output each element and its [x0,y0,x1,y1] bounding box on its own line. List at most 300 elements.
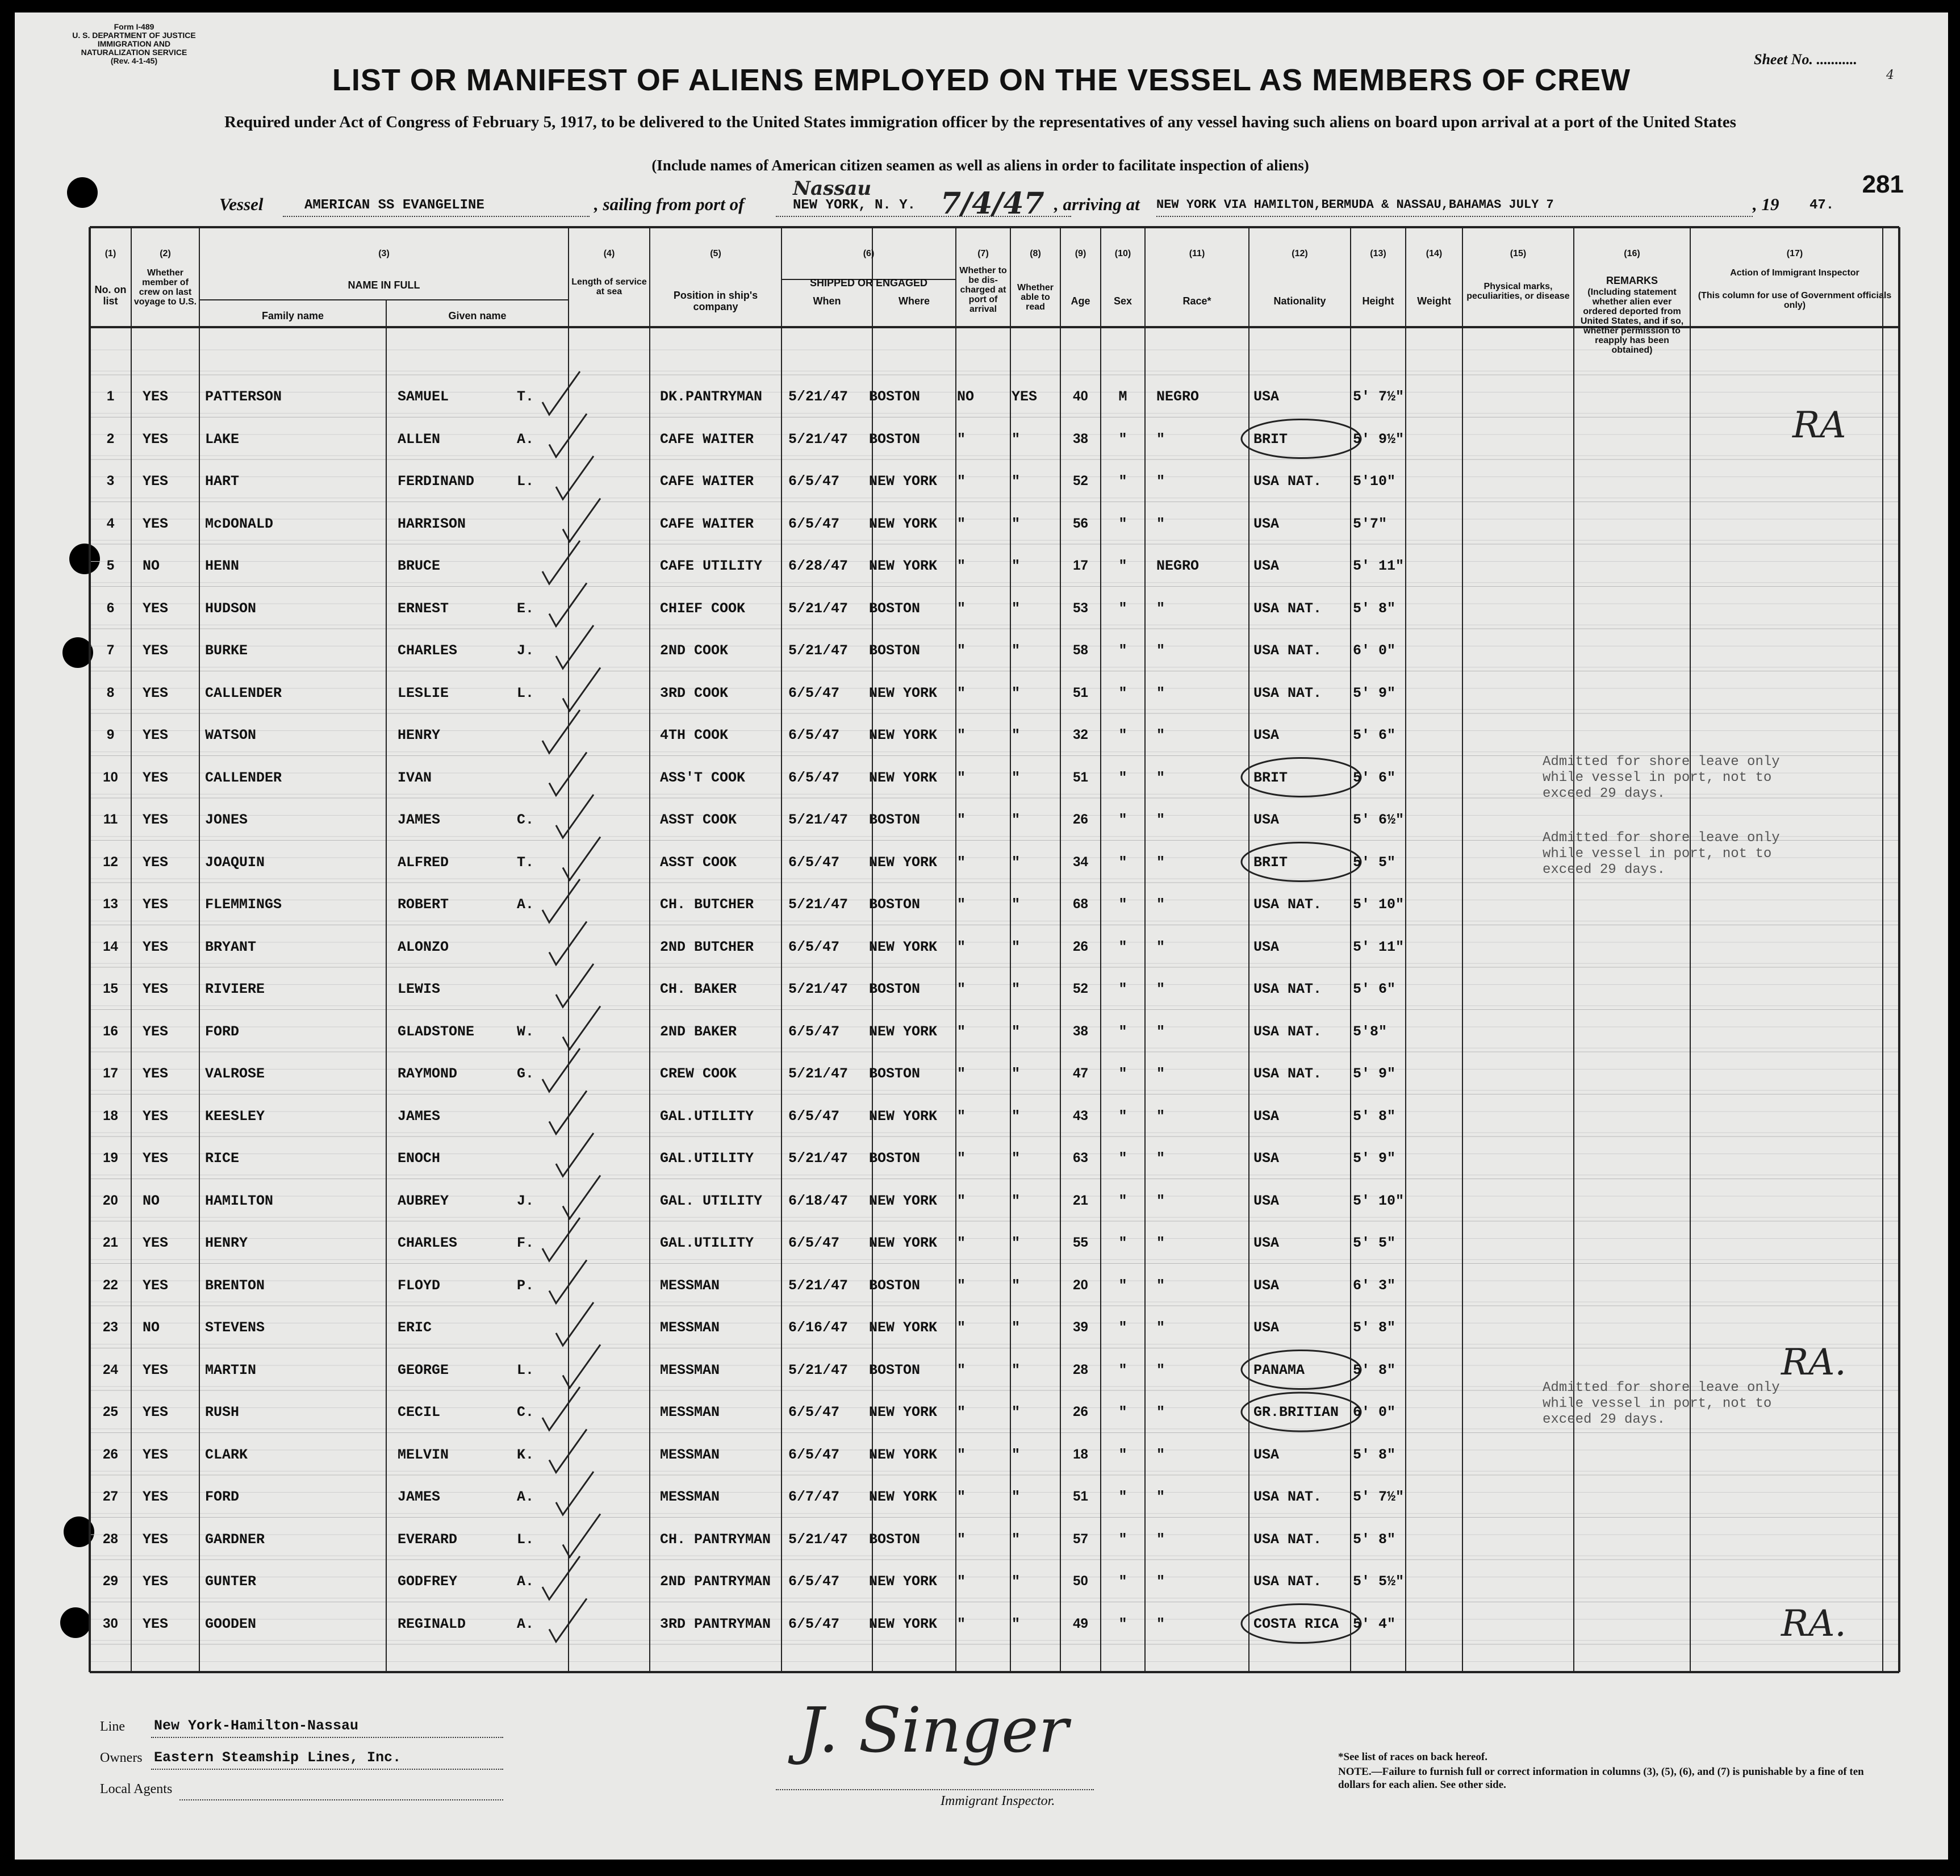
family-name: RIVIERE [205,981,265,997]
shipped-when: 6/7/47 [788,1489,840,1505]
nationality: USA NAT. [1253,896,1322,913]
row-number: 23 [103,1319,118,1335]
sex: " [1118,684,1127,701]
manifest-sheet [15,12,1948,1860]
previous-voyage: YES [143,515,169,532]
shipped-where: BOSTON [869,896,921,913]
requirement-text: Required under Act of Congress of February 5, 1917, to be delivered to the United States immigration officer by the representatives of any vessel having such aliens on board upon arrival at a port of the United States [224,113,1736,131]
height: 5' 9" [1353,1066,1396,1082]
previous-voyage: YES [143,1108,169,1125]
shipped-where: NEW YORK [869,854,938,871]
row-number: 15 [103,981,118,996]
previous-voyage: YES [143,473,169,490]
family-name: BURKE [205,642,248,659]
header-able-to-read: Whether able to read [1017,283,1054,312]
middle-initial: J. [517,642,534,659]
race: " [1156,642,1165,659]
shipped-when: 6/16/47 [788,1319,849,1336]
height: 5' 9" [1353,684,1396,701]
previous-voyage: YES [143,938,169,955]
sex: " [1118,1489,1127,1505]
header-name-in-full: NAME IN FULL [348,279,420,291]
family-name: LAKE [205,431,240,448]
shipped-where: NEW YORK [869,473,938,490]
column-number: (2) [160,249,171,258]
discharged: " [957,1150,966,1167]
race: NEGRO [1156,558,1200,574]
age: 38 [1073,431,1088,446]
discharged: " [957,1573,966,1590]
previous-voyage: YES [143,600,169,617]
discharged: " [957,1066,966,1082]
discharged: " [957,1023,966,1040]
discharged: " [957,769,966,786]
able-to-read: " [1012,1615,1021,1632]
owners-value: Eastern Steamship Lines, Inc. [154,1749,402,1766]
nationality: USA [1253,1446,1280,1463]
able-to-read: " [1012,1573,1021,1590]
height: 6' 3" [1353,1277,1396,1294]
sex: " [1118,515,1127,532]
middle-initial: A. [517,1615,534,1632]
sex: " [1118,1066,1127,1082]
shipped-where: NEW YORK [869,727,938,743]
column-number: (5) [710,249,721,258]
height: 5' 6" [1353,981,1396,997]
race: " [1156,938,1165,955]
row-number: 7 [106,642,115,658]
middle-initial: T. [517,388,534,405]
discharged: " [957,854,966,871]
height: 5' 8" [1353,1531,1396,1548]
previous-voyage: NO [143,1192,160,1209]
header-nationality: Nationality [1273,295,1326,307]
row-number: 2 [106,431,115,446]
shipped-when: 6/5/47 [788,1235,840,1251]
nationality: USA NAT. [1253,1066,1322,1082]
race: " [1156,1489,1165,1505]
previous-voyage: YES [143,1361,169,1378]
row-number: 3 [106,473,115,488]
sex: M [1118,388,1127,405]
sex: " [1118,1404,1127,1420]
previous-voyage: YES [143,1615,169,1632]
able-to-read: " [1012,1404,1021,1420]
shipped-when: 6/5/47 [788,938,840,955]
sailing-port-handwritten: Nassau [793,177,872,200]
row-number: 8 [106,684,115,700]
height: 5' 10" [1353,896,1405,913]
stamp-number: 281 [1862,170,1904,198]
sex: " [1118,854,1127,871]
able-to-read: YES [1012,388,1038,405]
check-mark-icon [542,541,580,584]
race: " [1156,515,1165,532]
race: " [1156,727,1165,743]
race: " [1156,1404,1165,1420]
age: 47 [1073,1066,1088,1081]
family-name: CLARK [205,1446,248,1463]
age: 20 [1073,1277,1088,1293]
middle-initial: C. [517,1404,534,1420]
row-number: 10 [103,769,118,785]
header-remarks-sub: (Including statement whether alien ever ordered deported from United States, and if so, whether permission to reapply has been obtained) [1580,287,1684,355]
shipped-when: 5/21/47 [788,896,849,913]
given-name: RAYMOND [398,1066,458,1082]
nationality: BRIT [1253,431,1288,448]
discharged: " [957,727,966,743]
family-name: FORD [205,1023,240,1040]
given-name: ALONZO [398,938,449,955]
row-number: 6 [106,600,115,616]
vessel-label: Vessel [219,194,264,214]
row-number: 18 [103,1108,118,1123]
header-action: Action of Immigrant Inspector [1730,268,1859,278]
previous-voyage: YES [143,1573,169,1590]
age: 28 [1073,1361,1088,1377]
nationality: USA [1253,515,1280,532]
shipped-where: NEW YORK [869,1023,938,1040]
shipped-where: BOSTON [869,981,921,997]
discharged: " [957,938,966,955]
race: " [1156,812,1165,828]
previous-voyage: YES [143,812,169,828]
nationality: USA [1253,1235,1280,1251]
nationality: USA [1253,1319,1280,1336]
shipped-when: 6/5/47 [788,727,840,743]
sex: " [1118,558,1127,574]
sex: " [1118,1023,1127,1040]
shipped-when: 6/5/47 [788,769,840,786]
sex: " [1118,812,1127,828]
height: 5' 9½" [1353,431,1405,448]
inspector-mark: RA. [1781,1342,1846,1384]
shipped-where: NEW YORK [869,1235,938,1251]
nationality: USA [1253,558,1280,574]
row-number: 11 [103,812,118,827]
family-name: STEVENS [205,1319,265,1336]
shipped-when: 6/5/47 [788,1573,840,1590]
shipped-when: 5/21/47 [788,600,849,617]
previous-voyage: YES [143,854,169,871]
race: " [1156,896,1165,913]
discharged: " [957,1615,966,1632]
shipped-when: 6/5/47 [788,1023,840,1040]
arriving-label: , arriving at [1054,194,1140,214]
row-number: 21 [103,1235,118,1250]
inspector-signature: J. Singer [799,1694,1068,1766]
discharged: " [957,1319,966,1336]
shipped-when: 6/5/47 [788,1108,840,1125]
race: " [1156,1446,1165,1463]
able-to-read: " [1012,684,1021,701]
middle-initial: W. [517,1023,534,1040]
check-mark-icon [542,710,580,753]
age: 56 [1073,515,1088,531]
nationality: USA NAT. [1253,684,1322,701]
given-name: HENRY [398,727,441,743]
row-number: 12 [103,854,118,870]
given-name: ALFRED [398,854,449,871]
middle-initial: G. [517,1066,534,1082]
shipped-where: BOSTON [869,642,921,659]
position: GAL.UTILITY [660,1150,754,1167]
discharged: " [957,1531,966,1548]
age: 26 [1073,812,1088,827]
line-value: New York-Hamilton-Nassau [154,1718,359,1734]
previous-voyage: YES [143,1066,169,1082]
discharged: " [957,981,966,997]
race: " [1156,1615,1165,1632]
family-name: KEESLEY [205,1108,265,1125]
row-number: 1 [106,388,115,404]
position: MESSMAN [660,1404,720,1420]
able-to-read: " [1012,1023,1021,1040]
middle-initial: L. [517,473,534,490]
position: 4TH COOK [660,727,729,743]
shipped-when: 5/21/47 [788,1277,849,1294]
shipped-where: NEW YORK [869,558,938,574]
discharged: " [957,1192,966,1209]
row-number: 28 [103,1531,118,1547]
age: 32 [1073,727,1088,742]
middle-initial: E. [517,600,534,617]
previous-voyage: YES [143,684,169,701]
given-name: CHARLES [398,1235,458,1251]
position: ASS'T COOK [660,769,746,786]
sex: " [1118,1573,1127,1590]
shipped-where: BOSTON [869,431,921,448]
middle-initial: A. [517,1573,534,1590]
given-name: SAMUEL [398,388,449,405]
header-when: When [813,295,841,307]
able-to-read: " [1012,727,1021,743]
family-name: GOODEN [205,1615,257,1632]
height: 5' 8" [1353,1108,1396,1125]
given-name: HARRISON [398,515,466,532]
column-number: (3) [378,249,390,258]
shipped-when: 5/21/47 [788,812,849,828]
given-name: MELVIN [398,1446,449,1463]
able-to-read: " [1012,1531,1021,1548]
given-name: ERNEST [398,600,449,617]
position: 3RD COOK [660,684,729,701]
shipped-when: 5/21/47 [788,1531,849,1548]
nationality: USA [1253,727,1280,743]
sex: " [1118,600,1127,617]
shipped-where: NEW YORK [869,1615,938,1632]
discharged: " [957,1361,966,1378]
row-number: 14 [103,938,118,954]
header-race: Race* [1182,295,1211,307]
able-to-read: " [1012,1361,1021,1378]
header-height: Height [1362,295,1394,307]
height: 5' 6½" [1353,812,1405,828]
shipped-where: NEW YORK [869,1108,938,1125]
header-no-on-list: No. on list [94,284,127,307]
sex: " [1118,1531,1127,1548]
shipped-where: BOSTON [869,812,921,828]
given-name: JAMES [398,812,441,828]
shipped-where: NEW YORK [869,515,938,532]
row-number: 16 [103,1023,118,1039]
age: 57 [1073,1531,1088,1547]
given-name: REGINALD [398,1615,466,1632]
shipped-when: 6/5/47 [788,515,840,532]
previous-voyage: YES [143,642,169,659]
able-to-read: " [1012,515,1021,532]
sex: " [1118,1192,1127,1209]
age: 26 [1073,938,1088,954]
shipped-where: BOSTON [869,388,921,405]
height: 5' 8" [1353,1319,1396,1336]
shipped-where: BOSTON [869,1361,921,1378]
shipped-where: NEW YORK [869,938,938,955]
age: 38 [1073,1023,1088,1039]
height: 5'8" [1353,1023,1388,1040]
age: 52 [1073,473,1088,488]
shipped-where: BOSTON [869,600,921,617]
race: " [1156,684,1165,701]
position: ASST COOK [660,812,737,828]
previous-voyage: YES [143,1489,169,1505]
nationality: USA [1253,938,1280,955]
able-to-read: " [1012,1235,1021,1251]
age: 34 [1073,854,1088,870]
race: " [1156,431,1165,448]
column-number: (12) [1292,249,1308,258]
year: 47. [1809,198,1834,213]
middle-initial: F. [517,1235,534,1251]
age: 63 [1073,1150,1088,1165]
column-number: (1) [105,249,116,258]
sex: " [1118,1108,1127,1125]
able-to-read: " [1012,431,1021,448]
given-name: EVERARD [398,1531,458,1548]
middle-initial: L. [517,1361,534,1378]
discharged: " [957,1404,966,1420]
position: MESSMAN [660,1277,720,1294]
family-name: HENN [205,558,240,574]
position: 2ND PANTRYMAN [660,1573,771,1590]
height: 5' 6" [1353,769,1396,786]
discharged: " [957,1108,966,1125]
race: " [1156,769,1165,786]
previous-voyage: YES [143,981,169,997]
check-mark-icon [556,964,594,1007]
position: 2ND COOK [660,642,729,659]
height: 5' 5½" [1353,1573,1405,1590]
column-number: (9) [1075,249,1086,258]
shipped-when: 6/5/47 [788,684,840,701]
sailing-label: , sailing from port of [594,194,745,214]
nationality: BRIT [1253,769,1288,786]
nationality: USA [1253,1108,1280,1125]
column-number: (14) [1426,249,1443,258]
age: 39 [1073,1319,1088,1335]
family-name: McDONALD [205,515,274,532]
race: " [1156,981,1165,997]
race: " [1156,1573,1165,1590]
middle-initial: T. [517,854,534,871]
position: CREW COOK [660,1066,737,1082]
able-to-read: " [1012,1446,1021,1463]
height: 5' 9" [1353,1150,1396,1167]
sailing-date-handwritten: 7/4/47 [941,186,1044,221]
given-name: ERIC [398,1319,432,1336]
column-number: (16) [1624,249,1640,258]
given-name: BRUCE [398,558,441,574]
discharged: " [957,1446,966,1463]
family-name: BRENTON [205,1277,265,1294]
position: DK.PANTRYMAN [660,388,763,405]
family-name: FLEMMINGS [205,896,282,913]
previous-voyage: YES [143,896,169,913]
column-number: (15) [1510,249,1527,258]
middle-initial: A. [517,1489,534,1505]
family-name: HENRY [205,1235,248,1251]
height: 5' 11" [1353,938,1405,955]
row-number: 30 [103,1615,118,1631]
previous-voyage: YES [143,1446,169,1463]
shipped-where: NEW YORK [869,1446,938,1463]
height: 5' 5" [1353,854,1396,871]
discharged: " [957,896,966,913]
given-name: GODFREY [398,1573,458,1590]
middle-initial: A. [517,431,534,448]
shipped-when: 5/21/47 [788,642,849,659]
sex: " [1118,1361,1127,1378]
arriving-port: NEW YORK VIA HAMILTON,BERMUDA & NASSAU,BAHAMAS JULY 7 [1156,198,1554,212]
position: GAL.UTILITY [660,1235,754,1251]
nationality: USA NAT. [1253,642,1322,659]
discharged: " [957,558,966,574]
nationality: USA [1253,388,1280,405]
include-note: (Include names of American citizen seamen as well as aliens in order to facilitate inspection of aliens) [651,157,1309,174]
nationality: USA [1253,812,1280,828]
position: 2ND BAKER [660,1023,737,1040]
family-name: VALROSE [205,1066,265,1082]
races-note: *See list of races on back hereof. [1338,1751,1487,1763]
previous-voyage: YES [143,1150,169,1167]
height: 5' 4" [1353,1615,1396,1632]
position: CH. BAKER [660,981,737,997]
inspector-label: Immigrant Inspector. [941,1794,1055,1808]
header-previous-voyage: Whether member of crew on last voyage to U.S. [133,268,197,307]
previous-voyage: YES [143,727,169,743]
shipped-when: 6/5/47 [788,1615,840,1632]
family-name: RUSH [205,1404,240,1420]
age: 68 [1073,896,1088,912]
height: 6' 0" [1353,642,1396,659]
nationality: USA [1253,1192,1280,1209]
column-number: (17) [1786,249,1803,258]
family-name: GARDNER [205,1531,265,1548]
discharged: " [957,1235,966,1251]
given-name: AUBREY [398,1192,449,1209]
position: CH. BUTCHER [660,896,754,913]
shipped-when: 5/21/47 [788,431,849,448]
family-name: JOAQUIN [205,854,265,871]
given-name: ENOCH [398,1150,441,1167]
previous-voyage: NO [143,558,160,574]
shipped-where: BOSTON [869,1150,921,1167]
position: 2ND BUTCHER [660,938,754,955]
position: MESSMAN [660,1446,720,1463]
column-number: (8) [1030,249,1041,258]
sex: " [1118,896,1127,913]
shipped-when: 5/21/47 [788,388,849,405]
